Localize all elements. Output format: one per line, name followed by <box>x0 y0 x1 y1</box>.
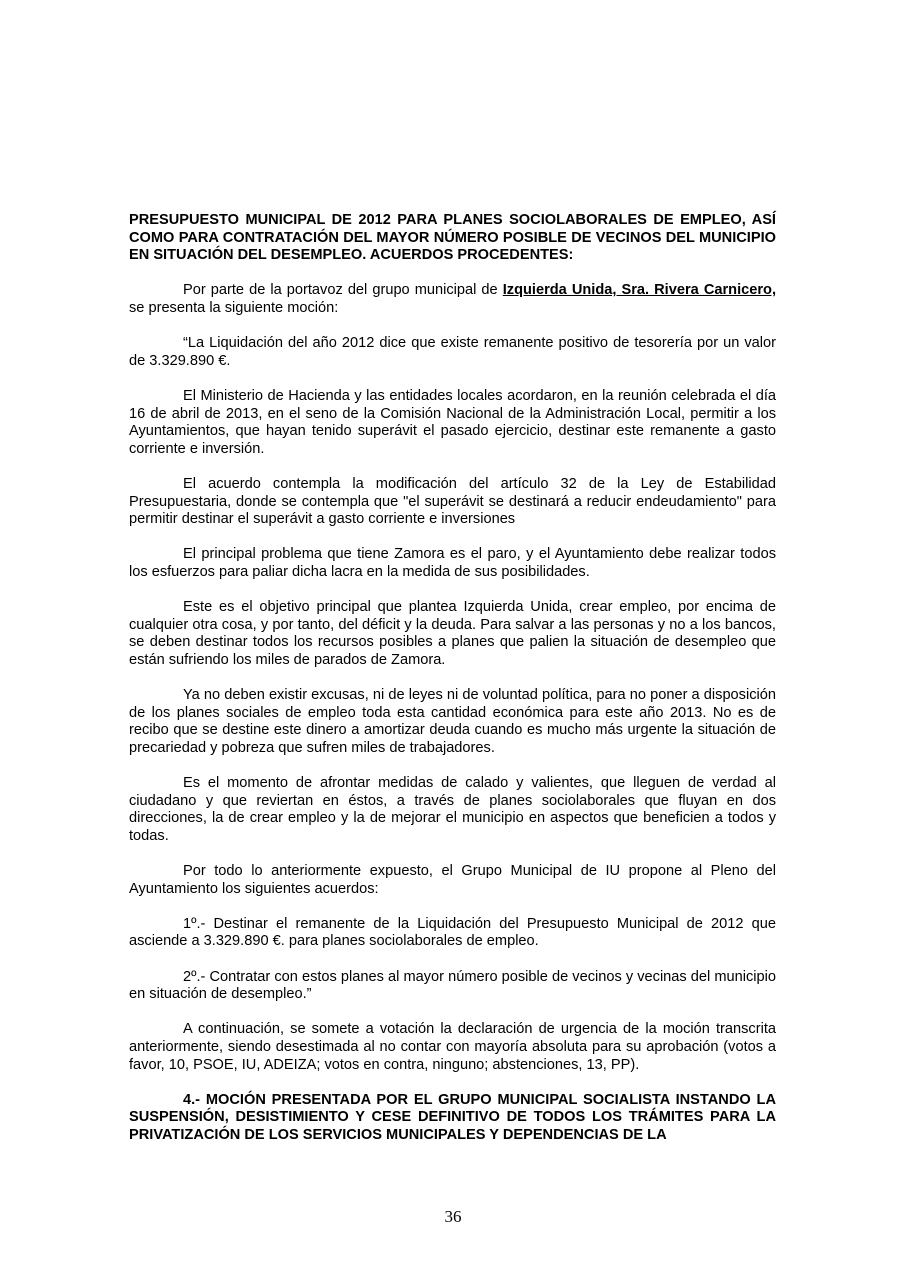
paragraph-no-excuses: Ya no deben existir excusas, ni de leyes ni de voluntad política, para no poner a disposición de los planes sociales de empleo toda esta cantidad económica para este año 2013. No es de recibo que se destine este dinero a amortizar deuda cuando es mucho más urgente la situación de precariedad y pobreza que sufren miles de trabajadores. <box>129 687 776 756</box>
paragraph-vote-result: A continuación, se somete a votación la declaración de urgencia de la moción transcrita anteriormente, siendo desestimada al no contar con mayoría absoluta para su aprobación (votos a favor, 10, PSOE, IU, ADEIZA; votos en contra, ninguno; abstenciones, 13, PP). <box>129 1021 776 1073</box>
agreement-item-2: 2º.- Contratar con estos planes al mayor número posible de vecinos y vecinas del municipio en situación de desempleo.” <box>129 968 776 1003</box>
intro-text-after: se presenta la siguiente moción: <box>129 299 339 316</box>
document-body <box>129 212 776 1162</box>
page-number: 36 <box>444 1207 462 1226</box>
paragraph-proposal: Por todo lo anteriormente expuesto, el Grupo Municipal de IU propone al Pleno del Ayuntamiento los siguientes acuerdos: <box>129 862 776 897</box>
speaker-name: Izquierda Unida, Sra. Rivera Carnicero, <box>502 282 777 299</box>
agreement-item-1: 1º.- Destinar el remanente de la Liquidación del Presupuesto Municipal de 2012 que asciende a 3.329.890 €. para planes sociolaborales de empleo. <box>129 915 776 950</box>
paragraph-unemployment: El principal problema que tiene Zamora es el paro, y el Ayuntamiento debe realizar todos los esfuerzos para paliar dicha lacra en la medida de sus posibilidades. <box>129 546 776 580</box>
section-heading: PRESUPUESTO MUNICIPAL DE 2012 PARA PLANES SOCIOLABORALES DE EMPLEO, ASÍ COMO PARA CONTRATACIÓN DEL MAYOR NÚMERO POSIBLE DE VECINOS DEL MUNICIPIO EN SITUACIÓN DEL DESEMPLEO. ACUERDOS PROCEDENTES: <box>129 212 776 264</box>
intro-text-before: Por parte de la portavoz del grupo municipal de <box>183 282 503 299</box>
motion-intro-paragraph <box>129 282 776 317</box>
paragraph-liquidation: “La Liquidación del año 2012 dice que existe remanente positivo de tesorería por un valor de 3.329.890 €. <box>129 335 776 369</box>
paragraph-objective: Este es el objetivo principal que plantea Izquierda Unida, crear empleo, por encima de cualquier otra cosa, y por tanto, del déficit y la deuda. Para salvar a las personas y no a los bancos, se deben destinar todos los recursos posibles a planes que palien la situación de desempleo que están sufriendo los miles de parados de Zamora. <box>129 599 776 668</box>
paragraph-ministry-agreement: El Ministerio de Hacienda y las entidades locales acordaron, en la reunión celebrada el día 16 de abril de 2013, en el seno de la Comisión Nacional de la Administración Local, permitir a los Ayuntamientos, que hayan tenido superávit el pasado ejercicio, destinar este remanente a gasto corriente e inversión. <box>129 387 776 457</box>
next-section-heading: 4.- MOCIÓN PRESENTADA POR EL GRUPO MUNICIPAL SOCIALISTA INSTANDO LA SUSPENSIÓN, DESISTIMIENTO Y CESE DEFINITIVO DE TODOS LOS TRÁMITES PARA LA PRIVATIZACIÓN DE LOS SERVICIOS MUNICIPALES Y DEPENDENCIAS DE LA <box>129 1091 776 1143</box>
paragraph-measures: Es el momento de afrontar medidas de calado y valientes, que lleguen de verdad al ciudadano y que reviertan en éstos, a través de planes sociolaborales que fluyan en dos direcciones, la de crear empleo y la de mejorar el municipio en aspectos que beneficien a todos y todas. <box>129 775 776 844</box>
paragraph-article-32: El acuerdo contempla la modificación del artículo 32 de la Ley de Estabilidad Presupuestaria, donde se contempla que "el superávit se destinará a reducir endeudamiento" para permitir destinar el superávit a gasto corriente e inversiones <box>129 475 776 528</box>
